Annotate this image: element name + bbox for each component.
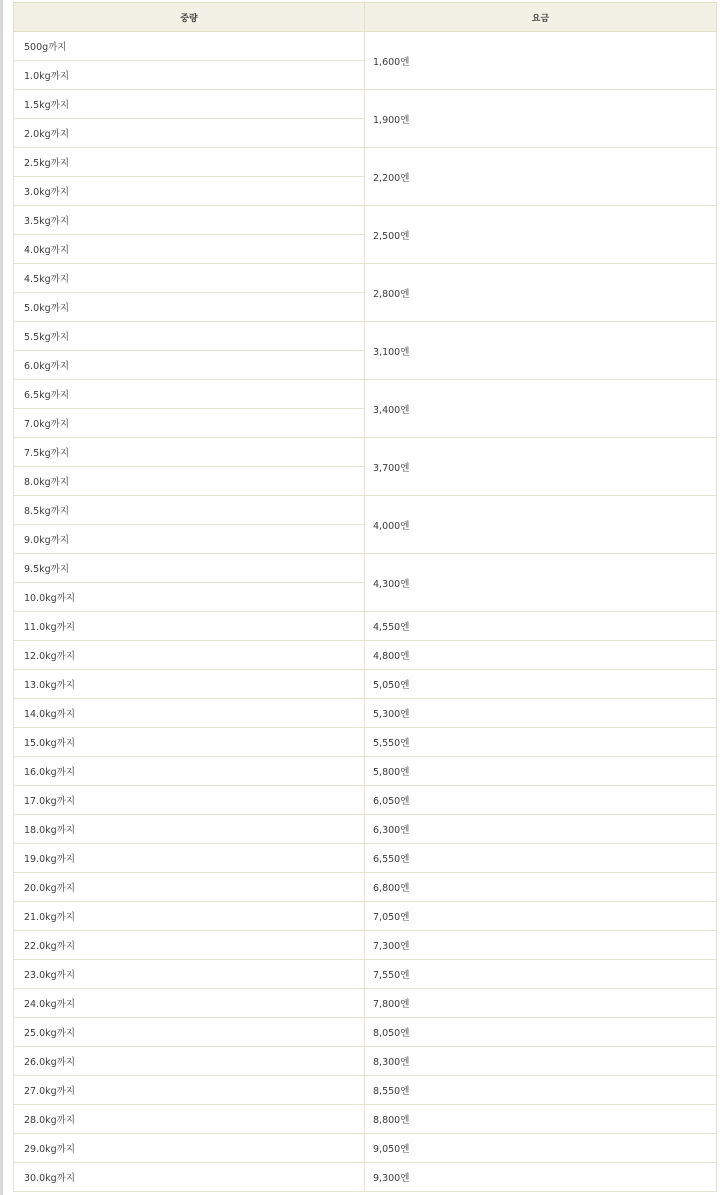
weight-cell: 8.0kg까지 (14, 467, 365, 496)
price-cell: 7,800엔 (365, 989, 717, 1018)
price-cell: 7,300엔 (365, 931, 717, 960)
table-row (14, 90, 717, 119)
table-row (14, 902, 717, 931)
price-cell: 1,600엔 (365, 32, 717, 90)
table-row (14, 670, 717, 699)
weight-cell: 1.0kg까지 (14, 61, 365, 90)
table-row (14, 612, 717, 641)
price-cell: 6,050엔 (365, 786, 717, 815)
weight-cell: 19.0kg까지 (14, 844, 365, 873)
weight-cell: 27.0kg까지 (14, 1076, 365, 1105)
weight-cell: 12.0kg까지 (14, 641, 365, 670)
shipping-rate-table (13, 2, 717, 1192)
price-cell: 9,300엔 (365, 1163, 717, 1192)
weight-cell: 13.0kg까지 (14, 670, 365, 699)
weight-cell: 29.0kg까지 (14, 1134, 365, 1163)
weight-cell: 2.0kg까지 (14, 119, 365, 148)
weight-cell: 1.5kg까지 (14, 90, 365, 119)
table-row (14, 1134, 717, 1163)
weight-cell: 24.0kg까지 (14, 989, 365, 1018)
weight-cell: 3.5kg까지 (14, 206, 365, 235)
table-row (14, 1105, 717, 1134)
weight-cell: 21.0kg까지 (14, 902, 365, 931)
weight-cell: 23.0kg까지 (14, 960, 365, 989)
price-cell: 5,800엔 (365, 757, 717, 786)
weight-cell: 14.0kg까지 (14, 699, 365, 728)
table-row (14, 1047, 717, 1076)
weight-cell: 9.0kg까지 (14, 525, 365, 554)
table-header-row (14, 3, 717, 32)
price-cell: 1,900엔 (365, 90, 717, 148)
table-row (14, 554, 717, 583)
weight-cell: 26.0kg까지 (14, 1047, 365, 1076)
table-row (14, 264, 717, 293)
price-cell: 4,000엔 (365, 496, 717, 554)
weight-cell: 6.5kg까지 (14, 380, 365, 409)
table-row (14, 438, 717, 467)
weight-cell: 4.0kg까지 (14, 235, 365, 264)
table-row (14, 989, 717, 1018)
weight-cell: 4.5kg까지 (14, 264, 365, 293)
price-cell: 8,300엔 (365, 1047, 717, 1076)
table-row (14, 699, 717, 728)
table-row (14, 931, 717, 960)
weight-cell: 30.0kg까지 (14, 1163, 365, 1192)
price-cell: 2,800엔 (365, 264, 717, 322)
weight-cell: 9.5kg까지 (14, 554, 365, 583)
price-cell: 4,800엔 (365, 641, 717, 670)
price-cell: 6,300엔 (365, 815, 717, 844)
price-cell: 6,800엔 (365, 873, 717, 902)
price-cell: 4,550엔 (365, 612, 717, 641)
price-cell: 3,400엔 (365, 380, 717, 438)
table-row (14, 206, 717, 235)
weight-cell: 5.5kg까지 (14, 322, 365, 351)
price-cell: 9,050엔 (365, 1134, 717, 1163)
price-cell: 3,100엔 (365, 322, 717, 380)
price-cell: 2,500엔 (365, 206, 717, 264)
table-row (14, 960, 717, 989)
weight-cell: 500g까지 (14, 32, 365, 61)
weight-cell: 25.0kg까지 (14, 1018, 365, 1047)
page-edge-divider (0, 0, 3, 1195)
table-row (14, 1163, 717, 1192)
weight-cell: 5.0kg까지 (14, 293, 365, 322)
weight-cell: 3.0kg까지 (14, 177, 365, 206)
price-cell: 8,550엔 (365, 1076, 717, 1105)
table-row (14, 380, 717, 409)
price-cell: 5,300엔 (365, 699, 717, 728)
weight-cell: 10.0kg까지 (14, 583, 365, 612)
table-row (14, 148, 717, 177)
price-column-header: 요금 (365, 3, 717, 32)
weight-column-header: 중량 (14, 3, 365, 32)
table-row (14, 1076, 717, 1105)
weight-cell: 6.0kg까지 (14, 351, 365, 380)
table-row (14, 757, 717, 786)
weight-cell: 15.0kg까지 (14, 728, 365, 757)
weight-cell: 2.5kg까지 (14, 148, 365, 177)
table-row (14, 786, 717, 815)
price-cell: 5,050엔 (365, 670, 717, 699)
table-row (14, 815, 717, 844)
weight-cell: 18.0kg까지 (14, 815, 365, 844)
price-cell: 8,800엔 (365, 1105, 717, 1134)
weight-cell: 17.0kg까지 (14, 786, 365, 815)
weight-cell: 8.5kg까지 (14, 496, 365, 525)
weight-cell: 28.0kg까지 (14, 1105, 365, 1134)
table-row (14, 728, 717, 757)
table-row (14, 1018, 717, 1047)
weight-cell: 22.0kg까지 (14, 931, 365, 960)
weight-cell: 11.0kg까지 (14, 612, 365, 641)
table-row (14, 873, 717, 902)
price-cell: 7,050엔 (365, 902, 717, 931)
price-cell: 5,550엔 (365, 728, 717, 757)
price-cell: 6,550엔 (365, 844, 717, 873)
weight-cell: 16.0kg까지 (14, 757, 365, 786)
weight-cell: 7.5kg까지 (14, 438, 365, 467)
table-row (14, 32, 717, 61)
price-cell: 7,550엔 (365, 960, 717, 989)
table-row (14, 496, 717, 525)
price-cell: 3,700엔 (365, 438, 717, 496)
table-row (14, 641, 717, 670)
price-cell: 8,050엔 (365, 1018, 717, 1047)
price-cell: 2,200엔 (365, 148, 717, 206)
table-row (14, 322, 717, 351)
table-row (14, 844, 717, 873)
weight-cell: 20.0kg까지 (14, 873, 365, 902)
price-cell: 4,300엔 (365, 554, 717, 612)
weight-cell: 7.0kg까지 (14, 409, 365, 438)
